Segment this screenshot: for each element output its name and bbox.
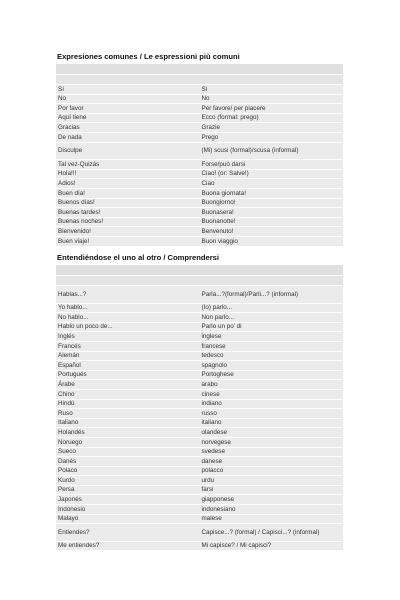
table-row: [56, 542, 343, 551]
spanish-phrase: Portugués: [56, 371, 200, 380]
italian-phrase: tedesco: [200, 352, 344, 361]
italian-phrase: russo: [200, 409, 344, 418]
table-row: [56, 409, 343, 418]
table-row: [56, 179, 343, 188]
table-row: [56, 170, 343, 179]
spanish-phrase: Tal vez-Quizás: [56, 160, 200, 169]
table-row: [56, 476, 343, 485]
table-row: [56, 495, 343, 504]
table-row: [56, 133, 343, 142]
table-row: [56, 428, 343, 437]
table-row: [56, 123, 343, 132]
italian-phrase: polacco: [200, 467, 344, 476]
table-row: [56, 448, 343, 457]
spanish-phrase: Buen viaje!: [56, 237, 200, 246]
italian-phrase: malese: [200, 515, 344, 524]
understanding-rows: [56, 265, 343, 550]
section-title-common-expressions: Expresiones comunes / Le espressioni più comuni: [57, 52, 240, 61]
table-header-cell: [56, 265, 343, 275]
italian-phrase: Parlo un po' di: [200, 323, 344, 332]
italian-phrase: Benvenuto!: [200, 227, 344, 236]
spanish-phrase: Me entiendes?: [56, 542, 200, 551]
spanish-phrase: Hola!!!: [56, 170, 200, 179]
spanish-phrase: Gracias: [56, 123, 200, 132]
table-row: [56, 438, 343, 447]
table-row: [56, 332, 343, 341]
spanish-phrase: Chino: [56, 390, 200, 399]
table-row: [56, 237, 343, 246]
spanish-phrase: Ruso: [56, 409, 200, 418]
table-row: [56, 390, 343, 399]
table-row: [56, 342, 343, 351]
spanish-phrase: Disculpe: [56, 143, 200, 160]
spanish-phrase: Español: [56, 361, 200, 370]
spanish-phrase: Buenas tardes!: [56, 208, 200, 217]
spanish-phrase: Polaco: [56, 467, 200, 476]
spanish-phrase: Árabe: [56, 380, 200, 389]
table-row: [56, 85, 343, 94]
italian-phrase: Buonasera!: [200, 208, 344, 217]
table-row: [56, 419, 343, 428]
spanish-phrase: Hindú: [56, 400, 200, 409]
italian-phrase: farsi: [200, 486, 344, 495]
table-row: [56, 371, 343, 380]
italian-phrase: Parla...?(formal)/Parli...? (informal): [200, 286, 344, 303]
italian-phrase: Grazie: [200, 123, 344, 132]
spanish-phrase: Aquí tiene: [56, 114, 200, 123]
spanish-phrase: Yo hablo...: [56, 304, 200, 313]
italian-phrase: Mi capisce? / Mi capisci?: [200, 542, 344, 551]
spanish-phrase: Japonés: [56, 495, 200, 504]
table-row: [56, 400, 343, 409]
spanish-phrase: Holandés: [56, 428, 200, 437]
table-row: [56, 486, 343, 495]
table-header-row: [56, 64, 343, 74]
table-row: [56, 352, 343, 361]
italian-phrase: Forse/può darsi: [200, 160, 344, 169]
italian-phrase: indonesiano: [200, 505, 344, 514]
table-row: [56, 114, 343, 123]
spanish-phrase: Francés: [56, 342, 200, 351]
italian-phrase: Capisce...? (formal) / Capisci...? (informal): [200, 524, 344, 541]
spanish-phrase: Noruego: [56, 438, 200, 447]
table-row: [56, 323, 343, 332]
common-expressions-rows: [56, 64, 343, 246]
table-row: [56, 160, 343, 169]
table-row: [56, 218, 343, 227]
spanish-phrase: Por favor: [56, 104, 200, 113]
italian-phrase: Non parlo...: [200, 313, 344, 322]
italian-phrase: arabo: [200, 380, 344, 389]
spanish-phrase: Adios!: [56, 179, 200, 188]
spanish-phrase: Danés: [56, 457, 200, 466]
italian-phrase: cinese: [200, 390, 344, 399]
spanish-phrase: No: [56, 95, 200, 104]
italian-phrase: francese: [200, 342, 344, 351]
italian-phrase: inglese: [200, 332, 344, 341]
italian-phrase: Ecco (formal: prego): [200, 114, 344, 123]
table-row: [56, 380, 343, 389]
italian-phrase: urdu: [200, 476, 344, 485]
table-row: [56, 95, 343, 104]
table-row: [56, 199, 343, 208]
italian-phrase: No: [200, 95, 344, 104]
table-row: [56, 104, 343, 113]
spanish-phrase: Persa: [56, 486, 200, 495]
italian-phrase: spagnolo: [200, 361, 344, 370]
italian-phrase: norvegese: [200, 438, 344, 447]
table-row: [56, 189, 343, 198]
italian-phrase: Buon viaggio: [200, 237, 344, 246]
spanish-phrase: Inglés: [56, 332, 200, 341]
table-row: [56, 524, 343, 541]
spanish-phrase: No hablo...: [56, 313, 200, 322]
table-header-cell: [56, 276, 343, 285]
spanish-phrase: Alemán: [56, 352, 200, 361]
italian-phrase: Prego: [200, 133, 344, 142]
italian-phrase: Buongiorno!: [200, 199, 344, 208]
italian-phrase: Buona giornata!: [200, 189, 344, 198]
table-row: [56, 313, 343, 322]
table-row: [56, 505, 343, 514]
italian-phrase: Sì: [200, 85, 344, 94]
italian-phrase: danese: [200, 457, 344, 466]
section-title-understanding: Entendiéndose el uno al otro / Comprendersi: [57, 253, 220, 262]
table-row: [56, 227, 343, 236]
table-row: [56, 457, 343, 466]
spanish-phrase: Buenas noches!: [56, 218, 200, 227]
spanish-phrase: Italiano: [56, 419, 200, 428]
table-row: [56, 467, 343, 476]
italian-phrase: italiano: [200, 419, 344, 428]
italian-phrase: Portoghese: [200, 371, 344, 380]
spanish-phrase: De nada: [56, 133, 200, 142]
spanish-phrase: Buenos días!: [56, 199, 200, 208]
spanish-phrase: Malayo: [56, 515, 200, 524]
italian-phrase: Buonanotte!: [200, 218, 344, 227]
common-expressions-table: [56, 63, 343, 247]
italian-phrase: indiano: [200, 400, 344, 409]
italian-phrase: Ciao! (or: Salve!): [200, 170, 344, 179]
table-header-cell: [56, 64, 343, 74]
spanish-phrase: Bienvenido!: [56, 227, 200, 236]
table-header-row: [56, 75, 343, 84]
table-row: [56, 361, 343, 370]
spanish-phrase: Kurdo: [56, 476, 200, 485]
spanish-phrase: Entiendes?: [56, 524, 200, 541]
table-row: [56, 515, 343, 524]
spanish-phrase: Sí: [56, 85, 200, 94]
understanding-table: [56, 264, 343, 551]
italian-phrase: Ciao: [200, 179, 344, 188]
table-row: [56, 304, 343, 313]
spanish-phrase: Buen día!: [56, 189, 200, 198]
spanish-phrase: Indonesio: [56, 505, 200, 514]
table-header-cell: [56, 75, 343, 84]
italian-phrase: svedese: [200, 448, 344, 457]
italian-phrase: Per favore/ per piacere: [200, 104, 344, 113]
spanish-phrase: Hablo un poco de...: [56, 323, 200, 332]
italian-phrase: giapponese: [200, 495, 344, 504]
table-row: [56, 286, 343, 303]
spanish-phrase: Hablas...?: [56, 286, 200, 303]
italian-phrase: olandese: [200, 428, 344, 437]
table-header-row: [56, 276, 343, 285]
table-row: [56, 143, 343, 160]
italian-phrase: (Io) parlo...: [200, 304, 344, 313]
table-row: [56, 208, 343, 217]
table-header-row: [56, 265, 343, 275]
spanish-phrase: Sueco: [56, 448, 200, 457]
italian-phrase: (Mi) scusi (formal)/scusa (informal): [200, 143, 344, 160]
